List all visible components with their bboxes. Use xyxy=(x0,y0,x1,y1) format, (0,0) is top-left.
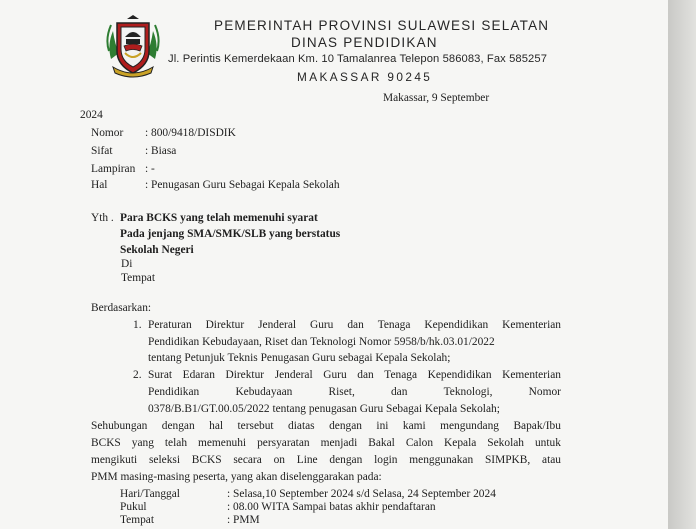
word: untuk xyxy=(534,437,561,449)
word: hal xyxy=(209,420,224,432)
word: dengan xyxy=(329,454,363,466)
word: secara xyxy=(233,454,262,466)
word: dengan xyxy=(161,420,195,432)
word: Sekolah xyxy=(487,437,524,449)
word: dan xyxy=(357,369,374,381)
word: telah xyxy=(164,437,188,449)
word: Line xyxy=(296,454,318,466)
body-paragraph-line-1 xyxy=(91,420,561,432)
word: login xyxy=(374,454,398,466)
meta-value-hal: : Penugasan Guru Sebagai Kepala Sekolah xyxy=(145,179,340,191)
body-paragraph-line-3 xyxy=(91,454,561,466)
meta-value-sifat: : Biasa xyxy=(145,145,177,157)
body-paragraph-line-4: PMM masing-masing peserta, yang akan diselenggarakan pada: xyxy=(91,471,382,483)
word: Kepala xyxy=(444,437,477,449)
word: menggunakan xyxy=(409,454,474,466)
schedule-value-place: : PMM xyxy=(227,514,260,526)
meta-label-lampiran: Lampiran xyxy=(91,163,136,175)
list-item-2-line-2 xyxy=(148,386,561,398)
word: Direktur xyxy=(225,369,265,381)
word: dan xyxy=(390,386,408,398)
word: Jenderal xyxy=(258,319,297,331)
meta-label-sifat: Sifat xyxy=(91,145,113,157)
word: Kependidikan xyxy=(427,369,492,381)
word: Jenderal xyxy=(274,369,313,381)
list-item-number-2: 2. xyxy=(133,369,142,381)
word: Calon xyxy=(405,437,434,449)
word: seleksi xyxy=(148,454,180,466)
list-item-2-line-3: 0378/B.B1/GT.00.05/2022 tentang penugasan Guru Sebagai Kepala Sekolah; xyxy=(148,403,500,415)
word: Kebudayaan xyxy=(235,386,293,398)
word: yang xyxy=(131,437,154,449)
word: Guru xyxy=(323,369,347,381)
schedule-value-date: : Selasa,10 September 2024 s/d Selasa, 24 September 2024 xyxy=(227,488,496,500)
word: Pendidikan xyxy=(148,386,200,398)
recipient-line-1: Para BCKS yang telah memenuhi syarat xyxy=(120,212,318,224)
word: Peraturan xyxy=(148,319,192,331)
word: Sehubungan xyxy=(91,420,148,432)
recipient-line-2: Pada jenjang SMA/SMK/SLB yang berstatus xyxy=(120,228,341,240)
word: Tenaga xyxy=(377,319,411,331)
word: diatas xyxy=(288,420,315,432)
meta-value-lampiran: : - xyxy=(145,163,155,175)
word: dan xyxy=(347,319,364,331)
word: Nomor xyxy=(528,386,561,398)
body-intro: Berdasarkan: xyxy=(91,302,152,314)
word: Kependidikan xyxy=(424,319,489,331)
word: Direktur xyxy=(205,319,245,331)
page-edge-shadow xyxy=(668,0,696,529)
letterhead-office: DINAS PENDIDIKAN xyxy=(291,35,438,50)
word: Edaran xyxy=(182,369,215,381)
meta-label-nomor: Nomor xyxy=(91,127,124,139)
list-item-2-line-1 xyxy=(148,369,561,381)
word: Surat xyxy=(148,369,173,381)
letterhead-government: PEMERINTAH PROVINSI SULAWESI SELATAN xyxy=(214,18,550,33)
word: mengikuti xyxy=(91,454,138,466)
word: atau xyxy=(542,454,561,466)
recipient-di: Di xyxy=(121,258,133,270)
letter-year: 2024 xyxy=(80,109,103,121)
list-item-1-line-2: Pendidikan Kebudayaan, Riset dan Teknologi Nomor 5958/b/hk.03.01/2022 xyxy=(148,336,495,348)
word: persyaratan xyxy=(257,437,310,449)
word: BCKS xyxy=(191,454,222,466)
word: on xyxy=(273,454,285,466)
body-paragraph-line-2 xyxy=(91,437,561,449)
word: menjadi xyxy=(320,437,358,449)
meta-value-nomor: : 800/9418/DISDIK xyxy=(145,127,236,139)
word: Bakal xyxy=(368,437,395,449)
list-item-1-line-3: tentang Petunjuk Teknis Penugasan Guru sebagai Kepala Sekolah; xyxy=(148,352,451,364)
letterhead-city: MAKASSAR 90245 xyxy=(297,70,433,84)
list-item-number-1: 1. xyxy=(133,319,142,331)
word: mengundang xyxy=(440,420,499,432)
word: Kementerian xyxy=(502,319,561,331)
word: Kementerian xyxy=(502,369,561,381)
word: SIMPKB, xyxy=(484,454,531,466)
letter-place-date: Makassar, 9 September xyxy=(383,92,490,104)
schedule-label-date: Hari/Tanggal xyxy=(120,488,180,500)
word: memenuhi xyxy=(198,437,247,449)
schedule-label-place: Tempat xyxy=(120,514,154,526)
word: Guru xyxy=(309,319,334,331)
meta-label-hal: Hal xyxy=(91,179,108,191)
word: Tenaga xyxy=(384,369,418,381)
sulsel-emblem-logo xyxy=(105,15,161,79)
word: ini xyxy=(376,420,389,432)
word: Teknologi, xyxy=(443,386,493,398)
word: kami xyxy=(402,420,426,432)
list-item-1-line-1 xyxy=(148,319,561,331)
word: Bapak/Ibu xyxy=(513,420,561,432)
recipient-tempat: Tempat xyxy=(121,272,155,284)
schedule-label-time: Pukul xyxy=(120,501,147,513)
recipient-yth: Yth . xyxy=(91,212,114,224)
word: Riset, xyxy=(328,386,355,398)
letterhead-address: Jl. Perintis Kemerdekaan Km. 10 Tamalanrea Telepon 586083, Fax 585257 xyxy=(168,53,548,65)
word: dengan xyxy=(329,420,362,432)
recipient-line-3: Sekolah Negeri xyxy=(120,244,194,256)
schedule-value-time: : 08.00 WITA Sampai batas akhir pendaftaran xyxy=(227,501,436,513)
word: tersebut xyxy=(237,420,274,432)
word: BCKS xyxy=(91,437,121,449)
